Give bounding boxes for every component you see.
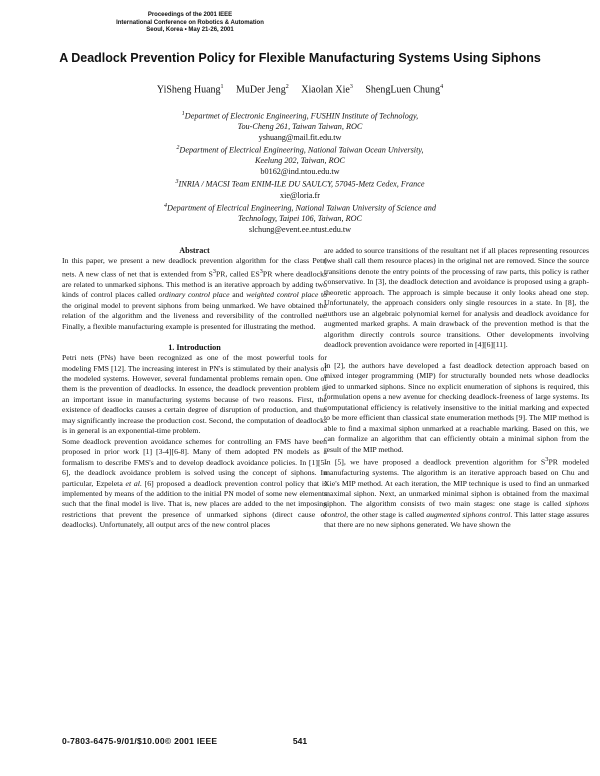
affiliation-sup: 2 (176, 145, 180, 152)
abstract-heading: Abstract (179, 246, 210, 255)
paper-title: A Deadlock Prevention Policy for Flexible Manufacturing Systems Using Siphons (59, 51, 541, 65)
author-sup: 2 (285, 84, 289, 90)
proceedings-line-3: Seoul, Korea • May 21-26, 2001 (146, 27, 234, 33)
affiliation-email: yshuang@mail.fit.edu.tw (258, 132, 342, 142)
affiliation-line: Technology, Taipei 106, Taiwan, ROC (238, 214, 362, 224)
superscript: 3 (259, 267, 263, 275)
affiliation-text: Departmet of Electronic Engineering, FUSHIN Institute of Technology, (184, 111, 419, 121)
author-sup: 3 (349, 84, 353, 90)
affiliation-text: Department of Electrical Engineering, National Taiwan University of Science and (167, 203, 436, 213)
right-paragraph-2: In [2], the authors have developed a fast deadlock detection approach based on mixed integer programming (MIP) for structurally bounded nets whose deadlocks tied to unmarked siphons. Since no explicit enumeration of siphons is required, this formulation opens a new avenue for checking deadlock-freeness of large systems. Its computational efficiency is relatively insensitive to the initial marking and expected to be more efficient than classical state enumeration methods [9]. The MIP method is able to find a maximal siphon unmarked at a reachable marking. Based on this, we can formalize an algorithm that can efficiently obtain a minimal siphon from the result of the MIP method. (324, 360, 589, 454)
page-number: 541 (292, 736, 308, 746)
text-run: . This latter stage assures that there are no new siphons generated. We have shown the (324, 509, 589, 530)
superscript: 3 (545, 456, 549, 464)
affiliation-email: b0162@ind.ntou.edu.tw (260, 166, 340, 176)
italic-term: ordinary control place (158, 290, 230, 300)
italic-term: weighted control place (246, 290, 319, 300)
affiliation-line (150, 143, 450, 156)
superscript: 3 (212, 267, 216, 275)
italic-term: augmented siphons control (426, 509, 511, 519)
text-run: PR modeled manufacturing systems. The algorithm is an iterative approach based on Chu and Xie's MIP method. At each iteration, the MIP technique is used to find an unmarked maximal siphon. Next, an unmarked minimal siphon is obtained from the maximal siphon. The algorithm consists of two main stages: one stage is called (324, 457, 590, 509)
text-run: In this paper, we present a new deadlock prevention algorithm for the class Petri nets. A new class of net that is extended from S (62, 256, 327, 279)
author-list (0, 84, 600, 95)
text-run: to the original model to prevent siphons from being unmarked. We have obtained the relation of the algorithm and the liveness and reversibility of the controlled net. Finally, a flexible manufacturing example is presented for illustrating the method. (62, 290, 327, 331)
right-paragraph-3 (324, 455, 589, 531)
left-column (62, 246, 327, 531)
text-run: [6] proposed a deadlock prevention control policy that is implemented by means of the addition to the initial PN model of some new elements such that the final model is live. That is, new places are added to the net imposing restrictions that prevent the presence of unmarked siphons (direct cause of deadlocks). Unfortunately, all output arcs of the new control places (62, 478, 327, 530)
intro-paragraph-2 (62, 437, 327, 531)
affiliation-sup: 1 (181, 111, 185, 117)
proceedings-header (60, 12, 320, 35)
italic-term: et al. (125, 478, 142, 488)
affiliation-email: slchung@event.ee.ntust.edu.tw (248, 224, 352, 234)
text-run: and (229, 290, 247, 300)
author-name: Xiaolan Xie (301, 84, 350, 96)
author-name: MuDer Jeng (236, 84, 286, 96)
affiliation-sup: 3 (175, 179, 179, 186)
affiliation-sup: 4 (164, 203, 168, 210)
proceedings-line-2: International Conference on Robotics & Automation (116, 19, 264, 26)
footer-isbn: 0-7803-6475-9/01/$10.00© 2001 IEEE (62, 736, 218, 746)
text-run: PR, called ES (215, 269, 260, 279)
right-column (324, 246, 589, 531)
affiliation-email: xie@loria.fr (279, 190, 321, 200)
affiliation-line (150, 109, 450, 122)
affiliation-line (150, 177, 450, 190)
affiliation-text: Department of Electrical Engineering, National Taiwan Ocean University, (179, 145, 424, 155)
text-run: , the other stage is called (346, 509, 427, 519)
author-sup: 1 (220, 84, 224, 90)
author-sup: 4 (440, 84, 444, 90)
affiliation-line: Tou-Cheng 261, Taiwan Taiwan, ROC (237, 122, 363, 132)
intro-paragraph-1: Petri nets (PNs) have been recognized as one of the most powerful tools for modeling FMS [12]. The increasing interest in PN's is stimulated by their analysis of the modeled systems. However, several fundamental problems remain open. One of them is the prevention of deadlocks. In essence, the deadlock prevention problem is an important issue in manufacturing systems because of two reasons. First, the existence of deadlocks causes a certain degree of disruption of production, and thus may significantly increase the production cost. Second, the computation of deadlocks is in general is an exponential-time problem. (62, 353, 327, 436)
text-run: Some deadlock prevention avoidance schemes for controlling an FMS have been proposed in prior work [1] [3-4][6-8]. Many of them adopted PN models as a formalism to describe FMS's and to develop deadlock avoidance policies. In [1][5-6], the deadlock avoidance problem is solved using the concept of siphons. In particular, Ezpeleta (62, 436, 327, 488)
affiliation-line: Keelung 202, Taiwan, ROC (255, 156, 345, 166)
affiliation-text: INRIA / MACSI Team ENIM-ILE DU SAULCY, 57045-Metz Cedex, France (178, 180, 425, 190)
right-paragraph-1: are added to source transitions of the resultant net if all places representing resources (we shall call them resource places) in the original net are removed. Since the source transitions denote the entry points of the processing of raw parts, this policy is rather conservative. In [3], the deadlock detection and avoidance is proposed using a graph-theoretic approach. The approach is simple because it only looks ahead one step. Unfortunately, the approach considers only single resources in a state. In [8], the authors use an algebraic polynomial kernel for analysis and deadlock avoidance for augmented marked graphs. A main drawback of the prevention method is that the algorithm directly controls source transitions. Other developments involving deadlock prevention avoidance were reported in [4][6][11]. (324, 246, 589, 350)
introduction-heading: 1. Introduction (168, 342, 221, 352)
author-name: ShengLuen Chung (365, 84, 441, 96)
italic-term: siphons control (324, 499, 589, 519)
affiliations (150, 109, 450, 235)
affiliation-line (150, 201, 450, 214)
abstract-paragraph (62, 256, 327, 332)
proceedings-line-1: Proceedings of the 2001 IEEE (147, 12, 233, 18)
author-name: YiSheng Huang (156, 84, 221, 96)
text-run: In [5], we have proposed a deadlock prevention algorithm for S (324, 457, 546, 467)
text-run: PR where deadlocks are related to unmarked siphons. This method is an iterative approach by adding two kinds of control places called (62, 269, 328, 300)
